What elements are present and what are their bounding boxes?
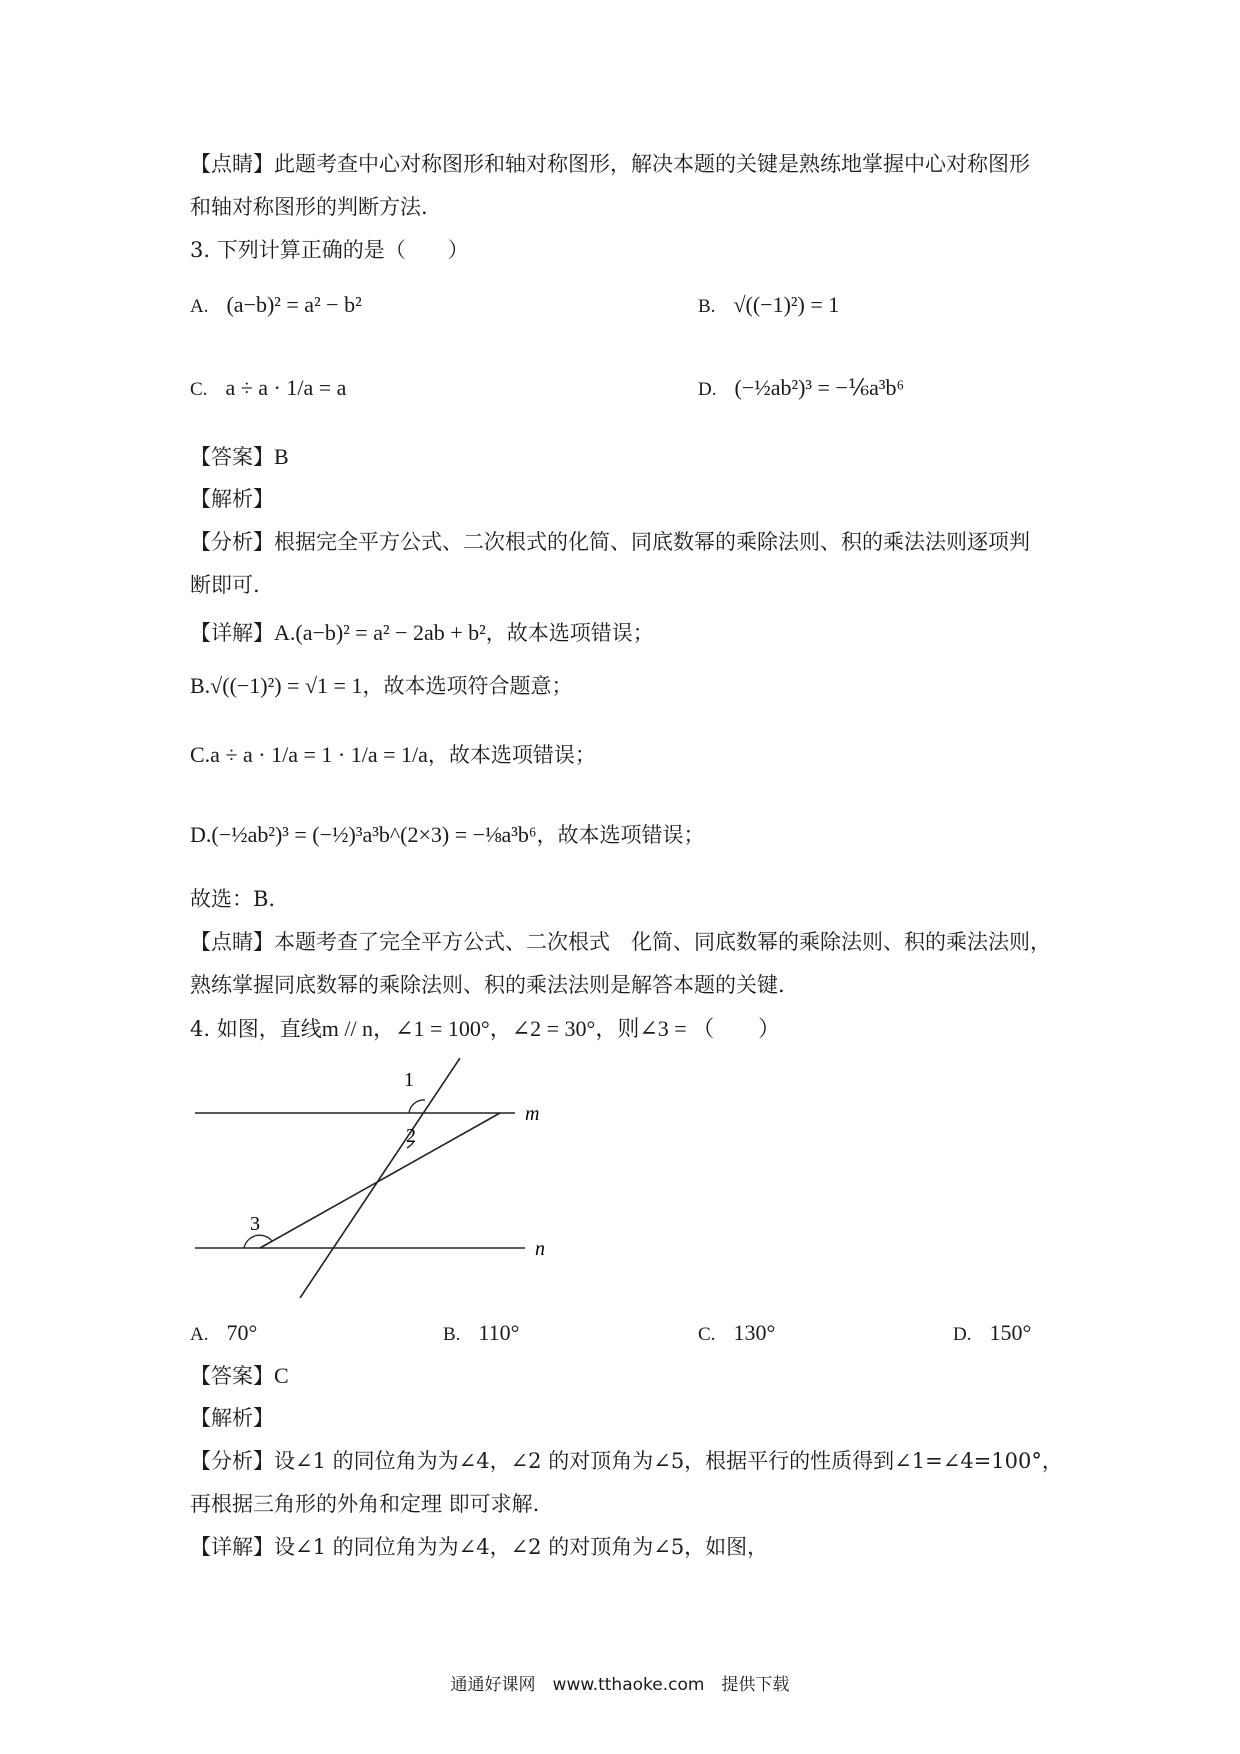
answer-value: C <box>274 1363 289 1388</box>
q3-option-c <box>190 375 346 401</box>
stem-math: m // n，∠1 = 100°，∠2 = 30°，则∠3 = （ ） <box>321 1016 781 1041</box>
line-n-label: n <box>535 1238 545 1260</box>
option-label: B. <box>698 296 716 317</box>
option-label: C. <box>190 379 208 400</box>
q3-stem: 3. 下列计算正确的是（ ） <box>190 238 469 262</box>
note-tag: 【点睛】 <box>190 152 274 176</box>
q3-detail-b <box>190 673 572 699</box>
q4-option-d <box>953 1320 1031 1346</box>
q4-analysis-tag: 【解析】 <box>190 1406 274 1430</box>
answer-tag: 【答案】 <box>190 1364 274 1388</box>
option-expression: (−½ab²)³ = −⅙a³b⁶ <box>734 375 905 400</box>
answer-tag: 【答案】 <box>190 445 274 469</box>
angle-1-arc <box>409 1100 425 1113</box>
angle-2-label: 2 <box>406 1125 416 1147</box>
q2-note-line1 <box>190 152 1030 177</box>
detail-tag: 【详解】 <box>190 1535 274 1559</box>
q3-analysis-tag: 【解析】 <box>190 487 274 511</box>
q3-conclusion: 故选：B. <box>190 887 276 911</box>
note-text: 本题考查了完全平方公式、二次根式 化简、同底数幂的乘除法则、积的乘法法则， <box>274 930 1051 954</box>
q3-detail-d <box>190 822 705 848</box>
option-label: D. <box>698 379 717 400</box>
option-label: A. <box>190 296 209 317</box>
q3-option-a <box>190 292 362 318</box>
q4-detail-line1 <box>190 1535 768 1560</box>
q4-stem <box>190 1016 780 1042</box>
page-footer: 通通好课网 www.tthaoke.com 提供下载 <box>450 1675 790 1695</box>
q3-note-line1 <box>190 930 1051 955</box>
fenxi-text: 根据完全平方公式、二次根式的化简、同底数幂的乘除法则、积的乘法法则逐项判 <box>274 530 1030 554</box>
detail-comment: ，故本选项符合题意； <box>362 674 573 698</box>
q3-option-b <box>698 292 839 318</box>
option-value: 70° <box>226 1320 258 1345</box>
answer-value: B <box>274 444 289 469</box>
detail-expression: D.(−½ab²)³ = (−½)³a³b^(2×3) = −⅛a³b⁶ <box>190 822 537 847</box>
note-text: 此题考查中心对称图形和轴对称图形，解决本题的关键是熟练地掌握中心对称图形 <box>274 152 1030 176</box>
detail-comment: ，故本选项错误； <box>485 621 654 645</box>
detail-text: 设∠1 的同位角为为∠4，∠2 的对顶角为∠5，如图， <box>274 1535 769 1559</box>
angle-3-arc <box>244 1235 272 1248</box>
q4-answer <box>190 1363 289 1389</box>
q3-answer <box>190 444 289 470</box>
detail-comment: ，故本选项错误； <box>427 743 596 767</box>
transversal-line <box>300 1058 460 1298</box>
q4-option-a <box>190 1320 257 1346</box>
fenxi-text: 设∠1 的同位角为为∠4，∠2 的对顶角为∠5，根据平行的性质得到∠1=∠4=100°， <box>274 1449 1063 1473</box>
detail-expression: A.(a−b)² = a² − 2ab + b² <box>274 620 486 645</box>
option-value: 110° <box>478 1320 520 1345</box>
q3-note-line2: 熟练掌握同底数幂的乘除法则、积的乘法法则是解答本题的关键. <box>190 973 785 997</box>
fenxi-tag: 【分析】 <box>190 530 274 554</box>
detail-expression: B.√((−1)²) = √1 = 1 <box>190 673 363 698</box>
q4-fenxi-line2: 再根据三角形的外角和定理 即可求解. <box>190 1492 540 1516</box>
option-expression: a ÷ a · 1/a = a <box>225 375 347 400</box>
q3-fenxi-line1 <box>190 530 1030 555</box>
option-label: B. <box>443 1324 461 1345</box>
q4-option-c <box>698 1320 775 1346</box>
option-value: 150° <box>989 1320 1032 1345</box>
slanted-line <box>260 1113 500 1248</box>
fenxi-tag: 【分析】 <box>190 1449 274 1473</box>
line-m-label: m <box>525 1103 540 1125</box>
option-expression: √((−1)²) = 1 <box>733 292 840 317</box>
q3-fenxi-line2: 断即可. <box>190 573 260 597</box>
option-label: D. <box>953 1324 972 1345</box>
option-label: A. <box>190 1324 209 1345</box>
angle-1-label: 1 <box>404 1069 414 1091</box>
q2-note-line2: 和轴对称图形的判断方法. <box>190 195 428 219</box>
detail-expression: C.a ÷ a · 1/a = 1 · 1/a = 1/a <box>190 742 428 767</box>
detail-tag: 【详解】 <box>190 621 274 645</box>
q4-fenxi-line1 <box>190 1449 1063 1474</box>
q4-option-b <box>443 1320 519 1346</box>
q3-detail-a <box>190 620 654 646</box>
q3-option-d <box>698 375 904 401</box>
parallel-lines-figure <box>190 1058 560 1298</box>
q3-detail-c <box>190 742 596 768</box>
option-expression: (a−b)² = a² − b² <box>226 292 362 317</box>
angle-3-label: 3 <box>250 1213 260 1235</box>
option-label: C. <box>698 1324 716 1345</box>
detail-comment: ，故本选项错误； <box>536 823 705 847</box>
note-tag: 【点睛】 <box>190 930 274 954</box>
stem-prefix: 4. 如图，直线 <box>190 1017 322 1041</box>
option-value: 130° <box>733 1320 776 1345</box>
